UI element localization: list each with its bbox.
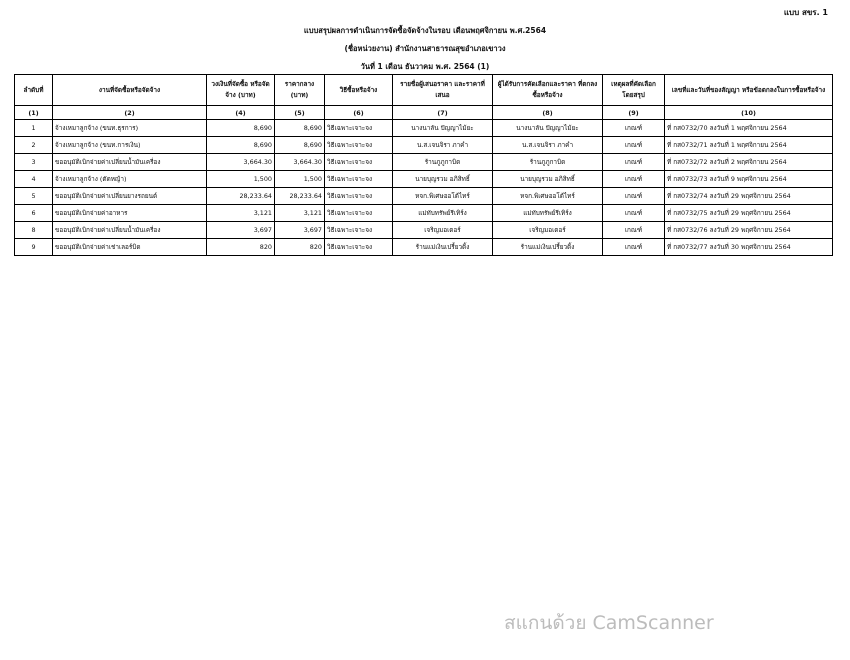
selected-vendor: นางนาลัน ปัญญาไม้ยะ — [493, 120, 603, 137]
table-row — [15, 239, 833, 256]
budget-amount: 8,690 — [207, 137, 275, 154]
selected-vendor: นายบุญรวม อภิสิทธิ์ — [493, 171, 603, 188]
selection-reason: เกณฑ์ — [603, 120, 665, 137]
work-item: จ้างเหมาลูกจ้าง (ขนท.ธุรการ) — [53, 120, 207, 137]
budget-amount: 8,690 — [207, 120, 275, 137]
contract-reference: ที่ กส0732/72 ลงวันที่ 2 พฤศจิกายน 2564 — [665, 154, 833, 171]
budget-amount: 3,664.30 — [207, 154, 275, 171]
budget-amount: 3,697 — [207, 222, 275, 239]
budget-amount: 28,233.64 — [207, 188, 275, 205]
selected-vendor: หจก.พิเศษออโต้ไทร์ — [493, 188, 603, 205]
procurement-method: วิธีเฉพาะเจาะจง — [325, 171, 393, 188]
table-row — [15, 188, 833, 205]
budget-amount: 1,500 — [207, 171, 275, 188]
agency-name: (ชื่อหน่วยงาน) สำนักงานสาธารณสุขอำเภอเขาวง — [344, 44, 506, 53]
column-number: (8) — [493, 106, 603, 120]
column-number: (4) — [207, 106, 275, 120]
procurement-table — [14, 74, 833, 256]
header-cell: ราคากลาง (บาท) — [275, 75, 325, 106]
bidder-name: นายบุญรวม อภิสิทธิ์ — [393, 171, 493, 188]
selected-vendor: แม่ทับทรัพย์รีเทิร์ง — [493, 205, 603, 222]
reference-price: 3,121 — [275, 205, 325, 222]
column-number: (1) — [15, 106, 53, 120]
row-number: 6 — [15, 205, 53, 222]
work-item: จ้างเหมาลูกจ้าง (ตัดหญ้า) — [53, 171, 207, 188]
form-code: แบบ สขร. 1 — [783, 8, 828, 17]
header-cell: วงเงินที่จัดซื้อ หรือจัดจ้าง (บาท) — [207, 75, 275, 106]
procurement-method: วิธีเฉพาะเจาะจง — [325, 222, 393, 239]
row-number: 4 — [15, 171, 53, 188]
table-row — [15, 137, 833, 154]
procurement-method: วิธีเฉพาะเจาะจง — [325, 188, 393, 205]
column-number: (6) — [325, 106, 393, 120]
bidder-name: เจริญมอเตอร์ — [393, 222, 493, 239]
reference-price: 1,500 — [275, 171, 325, 188]
reference-price: 3,664.30 — [275, 154, 325, 171]
row-number: 5 — [15, 188, 53, 205]
selection-reason: เกณฑ์ — [603, 137, 665, 154]
budget-amount: 820 — [207, 239, 275, 256]
contract-reference: ที่ กส0732/71 ลงวันที่ 1 พฤศจิกายน 2564 — [665, 137, 833, 154]
header-cell: เลขที่และวันที่ของสัญญา หรือข้อตกลงในการซื้อหรือจ้าง — [665, 75, 833, 106]
bidder-name: ร้านแม่เงินเปรี้ยวติ้ง — [393, 239, 493, 256]
table-header-row — [15, 75, 833, 106]
contract-reference: ที่ กส0732/76 ลงวันที่ 29 พฤศจิกายน 2564 — [665, 222, 833, 239]
reference-price: 820 — [275, 239, 325, 256]
bidder-name: หจก.พิเศษออโต้ไทร์ — [393, 188, 493, 205]
report-date: วันที่ 1 เดือน ธันวาคม พ.ศ. 2564 (1) — [360, 62, 490, 71]
bidder-name: ร้านภูภูกาบิด — [393, 154, 493, 171]
work-item: ขออนุมัติเบิกจ่ายค่าเช่าเลอร์บิด — [53, 239, 207, 256]
header-cell: รายชื่อผู้เสนอราคา และราคาที่เสนอ — [393, 75, 493, 106]
camscanner-watermark: สแกนด้วย CamScanner — [504, 612, 714, 634]
selected-vendor: ร้านภูภูกาบิด — [493, 154, 603, 171]
table-row — [15, 154, 833, 171]
selected-vendor: น.ส.เจนจิรา ภาคำ — [493, 137, 603, 154]
procurement-method: วิธีเฉพาะเจาะจง — [325, 137, 393, 154]
header-cell: เหตุผลที่คัดเลือก โดยสรุป — [603, 75, 665, 106]
work-item: ขออนุมัติเบิกจ่ายค่าเปลี่ยนน้ำมันเครื่อง — [53, 222, 207, 239]
procurement-method: วิธีเฉพาะเจาะจง — [325, 154, 393, 171]
column-number: (2) — [53, 106, 207, 120]
column-number-row — [15, 106, 833, 120]
table-row — [15, 222, 833, 239]
row-number: 8 — [15, 222, 53, 239]
row-number: 3 — [15, 154, 53, 171]
work-item: ขออนุมัติเบิกจ่ายค่าอาหาร — [53, 205, 207, 222]
table-row — [15, 120, 833, 137]
contract-reference: ที่ กส0732/75 ลงวันที่ 29 พฤศจิกายน 2564 — [665, 205, 833, 222]
reference-price: 28,233.64 — [275, 188, 325, 205]
budget-amount: 3,121 — [207, 205, 275, 222]
reference-price: 8,690 — [275, 137, 325, 154]
column-number: (9) — [603, 106, 665, 120]
selection-reason: เกณฑ์ — [603, 171, 665, 188]
procurement-method: วิธีเฉพาะเจาะจง — [325, 205, 393, 222]
selection-reason: เกณฑ์ — [603, 205, 665, 222]
contract-reference: ที่ กส0732/70 ลงวันที่ 1 พฤศจิกายน 2564 — [665, 120, 833, 137]
contract-reference: ที่ กส0732/74 ลงวันที่ 29 พฤศจิกายน 2564 — [665, 188, 833, 205]
column-number: (5) — [275, 106, 325, 120]
selection-reason: เกณฑ์ — [603, 239, 665, 256]
selection-reason: เกณฑ์ — [603, 154, 665, 171]
work-item: จ้างเหมาลูกจ้าง (ขนท.การเงิน) — [53, 137, 207, 154]
header-cell: ลำดับที่ — [15, 75, 53, 106]
header-cell: ผู้ได้รับการคัดเลือกและราคา ที่ตกลงซื้อหรือจ้าง — [493, 75, 603, 106]
header-cell: งานที่จัดซื้อหรือจัดจ้าง — [53, 75, 207, 106]
selected-vendor: เจริญมอเตอร์ — [493, 222, 603, 239]
reference-price: 8,690 — [275, 120, 325, 137]
contract-reference: ที่ กส0732/73 ลงวันที่ 9 พฤศจิกายน 2564 — [665, 171, 833, 188]
document-title: แบบสรุปผลการดำเนินการจัดซื้อจัดจ้างในรอบ เดือนพฤศจิกายน พ.ศ.2564 — [303, 26, 547, 35]
column-number: (10) — [665, 106, 833, 120]
row-number: 2 — [15, 137, 53, 154]
reference-price: 3,697 — [275, 222, 325, 239]
row-number: 9 — [15, 239, 53, 256]
work-item: ขออนุมัติเบิกจ่ายค่าเปลี่ยนน้ำมันเครื่อง — [53, 154, 207, 171]
header-cell: วิธีซื้อหรือจ้าง — [325, 75, 393, 106]
selection-reason: เกณฑ์ — [603, 222, 665, 239]
row-number: 1 — [15, 120, 53, 137]
selected-vendor: ร้านแม่เงินเปรี้ยวติ้ง — [493, 239, 603, 256]
contract-reference: ที่ กส0732/77 ลงวันที่ 30 พฤศจิกายน 2564 — [665, 239, 833, 256]
column-number: (7) — [393, 106, 493, 120]
selection-reason: เกณฑ์ — [603, 188, 665, 205]
table-row — [15, 205, 833, 222]
procurement-method: วิธีเฉพาะเจาะจง — [325, 239, 393, 256]
procurement-method: วิธีเฉพาะเจาะจง — [325, 120, 393, 137]
document-header — [0, 22, 850, 76]
bidder-name: แม่ทับทรัพย์รีเทิร์ง — [393, 205, 493, 222]
table-row — [15, 171, 833, 188]
bidder-name: น.ส.เจนจิรา ภาคำ — [393, 137, 493, 154]
bidder-name: นางนาลัน ปัญญาไม้ยะ — [393, 120, 493, 137]
work-item: ขออนุมัติเบิกจ่ายค่าเปลี่ยนยางรถยนต์ — [53, 188, 207, 205]
